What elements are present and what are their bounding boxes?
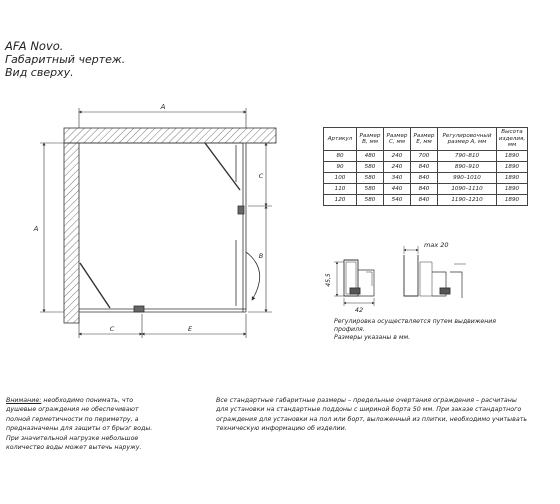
dim-c-bottom-label: C bbox=[109, 325, 115, 333]
general-line: для установки на стандартные поддоны с шириной борта 50 мм. При заказе стандартного bbox=[216, 406, 522, 414]
wall-left bbox=[64, 143, 79, 323]
spec-cell: 1890 bbox=[497, 184, 528, 195]
table-row bbox=[324, 173, 528, 184]
warning-line: При значительной нагрузке небольшое bbox=[6, 434, 139, 442]
spec-cell: 240 bbox=[384, 162, 411, 173]
title-line-3: Вид сверху. bbox=[5, 66, 74, 79]
spec-cell: 340 bbox=[384, 173, 411, 184]
table-row bbox=[324, 195, 528, 206]
warning-heading: Внимание: bbox=[6, 397, 42, 404]
dim-e-bottom-label: E bbox=[187, 325, 193, 333]
warning-line: душевые ограждения не обеспечивают bbox=[6, 406, 139, 414]
spec-header: Размер С, мм bbox=[384, 128, 411, 151]
warning-line: полной герметичности по периметру, а bbox=[6, 415, 139, 423]
spec-cell: 1890 bbox=[497, 173, 528, 184]
spec-cell: 1890 bbox=[497, 151, 528, 162]
adjustment-note bbox=[334, 318, 544, 342]
spec-cell: 840 bbox=[411, 195, 438, 206]
spec-cell: 80 bbox=[324, 151, 357, 162]
dim-c-right-label: C bbox=[258, 172, 264, 180]
spec-cell: 540 bbox=[384, 195, 411, 206]
spec-header: Артикул bbox=[324, 128, 357, 151]
spec-cell: 480 bbox=[357, 151, 384, 162]
spec-header: Высота изделия, мм bbox=[497, 128, 528, 151]
spec-cell: 580 bbox=[357, 195, 384, 206]
table-row bbox=[324, 162, 528, 173]
table-row bbox=[324, 151, 528, 162]
spec-cell: 1190–1210 bbox=[438, 195, 497, 206]
table-row bbox=[324, 184, 528, 195]
spec-cell: 1890 bbox=[497, 162, 528, 173]
general-line: техническую информацию об изделии. bbox=[216, 425, 347, 433]
profile-width-label: 42 bbox=[354, 306, 364, 314]
spec-header: Размер В, мм bbox=[357, 128, 384, 151]
title-line-1: AFA Novo. bbox=[5, 39, 64, 53]
dim-a-left-label: A bbox=[33, 225, 39, 233]
general-info-text bbox=[216, 396, 560, 434]
spec-cell: 580 bbox=[357, 184, 384, 195]
profile-section bbox=[334, 246, 466, 306]
dim-a-top-label: A bbox=[160, 103, 166, 111]
spec-cell: 990–1010 bbox=[438, 173, 497, 184]
dim-b-right-label: B bbox=[258, 252, 264, 260]
spec-cell: 240 bbox=[384, 151, 411, 162]
warning-line: количество воды может вытечь наружу. bbox=[6, 444, 142, 452]
wall-top bbox=[64, 128, 276, 143]
spec-cell: 840 bbox=[411, 184, 438, 195]
adjustment-note-line: Регулировка осуществляется путем выдвижения bbox=[334, 318, 496, 325]
dim-a-left bbox=[40, 143, 64, 312]
dim-e-bottom bbox=[142, 314, 246, 338]
warning-line: предназначены для защиты от брызг воды. bbox=[6, 425, 153, 433]
spec-cell: 580 bbox=[357, 162, 384, 173]
spec-cell: 890–910 bbox=[438, 162, 497, 173]
dim-a-top bbox=[79, 108, 246, 128]
door-swing-arc bbox=[246, 252, 260, 300]
spec-cell: 840 bbox=[411, 162, 438, 173]
spec-table bbox=[323, 127, 528, 206]
spec-cell: 1090–1110 bbox=[438, 184, 497, 195]
adjustment-note-line: Размеры указаны в мм. bbox=[334, 334, 411, 341]
spec-cell: 120 bbox=[324, 195, 357, 206]
spec-header: Размер Е, мм bbox=[411, 128, 438, 151]
spec-cell: 440 bbox=[384, 184, 411, 195]
profile-height-label: 45,5 bbox=[325, 273, 332, 287]
spec-cell: 580 bbox=[357, 173, 384, 184]
warning-line: необходимо понимать, что bbox=[41, 397, 134, 404]
spec-cell: 840 bbox=[411, 173, 438, 184]
spec-cell: 90 bbox=[324, 162, 357, 173]
warning-text bbox=[6, 396, 206, 452]
shower-outline bbox=[79, 143, 246, 312]
profile-max-label: max 20 bbox=[424, 241, 449, 249]
title-line-2: Габаритный чертеж. bbox=[5, 53, 126, 66]
spec-cell: 700 bbox=[411, 151, 438, 162]
general-line: ограждения для установки на пол или борт, выложенный из плитки, необходимо учитывать bbox=[216, 415, 528, 423]
general-line: Все стандартные габаритные размеры – предельные очертания ограждения – расчитаны bbox=[216, 397, 517, 404]
adjustment-note-line: профиля. bbox=[334, 326, 365, 333]
spec-cell: 1890 bbox=[497, 195, 528, 206]
spec-header: Регулировочный размер А, мм bbox=[438, 128, 497, 151]
spec-table-header-row bbox=[324, 128, 528, 151]
spec-cell: 790–810 bbox=[438, 151, 497, 162]
spec-cell: 100 bbox=[324, 173, 357, 184]
spec-cell: 110 bbox=[324, 184, 357, 195]
